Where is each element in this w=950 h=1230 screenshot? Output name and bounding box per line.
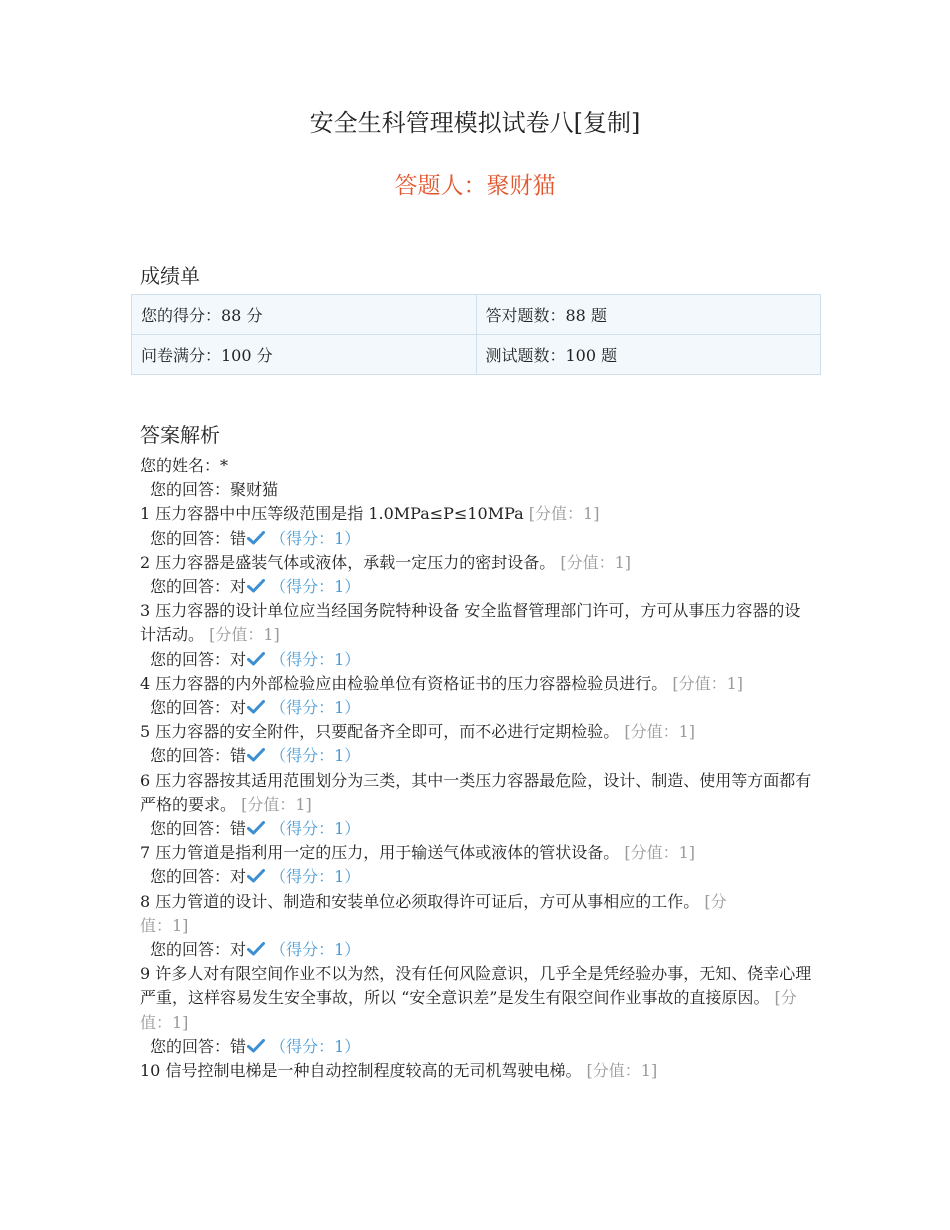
question-text: 6 压力容器按其适用范围划分为三类，其中一类压力容器最危险，设计、制造、使用等方面都有严格的要求。	[140, 770, 812, 814]
respondent-name: 答题人：聚财猫	[394, 173, 556, 199]
name-prompt: 您的姓名：*	[140, 456, 229, 475]
question-item	[140, 841, 815, 889]
check-icon	[247, 579, 265, 593]
question-text: 9 许多人对有限空间作业不以为然，没有任何风险意识，几乎全是凭经验办事，无知、侥幸心理严重，这样容易发生安全事故，所以 “安全意识差”是发生有限空间作业事故的直接原因。	[140, 964, 812, 1008]
check-icon	[247, 821, 265, 835]
answer-score: （得分：1）	[270, 649, 361, 669]
analysis-heading: 答案解析	[140, 423, 220, 447]
table-row	[132, 335, 821, 375]
answer-text: 您的回答：对	[150, 649, 247, 669]
answer-text: 您的回答：错	[150, 819, 247, 839]
question-item	[140, 672, 815, 720]
answer-score: （得分：1）	[270, 577, 361, 597]
answer-text: 您的回答：对	[150, 867, 247, 887]
answer-text: 您的回答：错	[150, 528, 247, 548]
answer-score: （得分：1）	[270, 1036, 361, 1056]
page-title: 安全生科管理模拟试卷八[复制]	[309, 109, 641, 137]
total-count-cell: 测试题数：100 题	[476, 335, 821, 375]
name-answer: 您的回答：聚财猫	[150, 480, 279, 500]
question-item	[140, 769, 815, 842]
question-text: 7 压力管道是指利用一定的压力，用于输送气体或液体的管状设备。	[140, 843, 620, 863]
question-value: [分值：1]	[140, 891, 727, 935]
question-text: 5 压力容器的安全附件，只要配备齐全即可，而不必进行定期检验。	[140, 722, 620, 742]
answer-score: （得分：1）	[270, 867, 361, 887]
answer-text: 您的回答：对	[150, 698, 247, 718]
answer-score: （得分：1）	[270, 528, 361, 548]
question-text: 8 压力管道的设计、制造和安装单位必须取得许可证后，方可从事相应的工作。	[140, 891, 700, 911]
question-text: 10 信号控制电梯是一种自动控制程度较高的无司机驾驶电梯。	[140, 1061, 582, 1081]
answer-text: 您的回答：对	[150, 940, 247, 960]
question-text: 2 压力容器是盛装气体或液体，承载一定压力的密封设备。	[140, 552, 556, 572]
check-icon	[247, 942, 265, 956]
question-text: 1 压力容器中中压等级范围是指 1.0MPa≤P≤10MPa	[140, 504, 524, 524]
correct-count-cell: 答对题数：88 题	[476, 295, 821, 335]
question-value: [分值：1]	[140, 988, 797, 1032]
question-item	[140, 962, 815, 1059]
question-value: [分值：1]	[241, 794, 312, 814]
answer-score: （得分：1）	[270, 698, 361, 718]
question-value: [分值：1]	[624, 843, 696, 863]
answer-text: 您的回答：错	[150, 746, 247, 766]
check-icon	[247, 652, 265, 666]
check-icon	[247, 531, 265, 545]
question-item	[140, 502, 815, 550]
check-icon	[247, 1039, 265, 1053]
answer-score: （得分：1）	[270, 819, 361, 839]
question-item	[140, 720, 815, 768]
check-icon	[247, 700, 265, 714]
your-score-cell: 您的得分：88 分	[132, 295, 477, 335]
answer-score: （得分：1）	[270, 746, 361, 766]
question-value: [分值：1]	[672, 673, 744, 693]
question-text: 3 压力容器的设计单位应当经国务院特种设备 安全监督管理部门许可，方可从事压力容器的设计活动。	[140, 601, 801, 645]
question-value: [分值：1]	[586, 1061, 658, 1081]
scorecard-heading: 成绩单	[140, 264, 200, 288]
full-score-cell: 问卷满分：100 分	[132, 335, 477, 375]
question-item	[140, 551, 815, 599]
answer-score: （得分：1）	[270, 940, 361, 960]
check-icon	[247, 869, 265, 883]
table-row	[132, 295, 821, 335]
question-item	[140, 890, 815, 963]
question-value: [分值：1]	[528, 504, 600, 524]
answer-text: 您的回答：错	[150, 1036, 247, 1056]
check-icon	[247, 748, 265, 762]
question-value: [分值：1]	[209, 625, 280, 645]
question-item	[140, 599, 815, 672]
question-item	[140, 1059, 815, 1083]
scorecard-table	[131, 294, 821, 375]
answer-list	[140, 454, 815, 1083]
question-text: 4 压力容器的内外部检验应由检验单位有资格证书的压力容器检验员进行。	[140, 673, 668, 693]
answer-text: 您的回答：对	[150, 577, 247, 597]
question-value: [分值：1]	[624, 722, 696, 742]
question-value: [分值：1]	[560, 552, 632, 572]
